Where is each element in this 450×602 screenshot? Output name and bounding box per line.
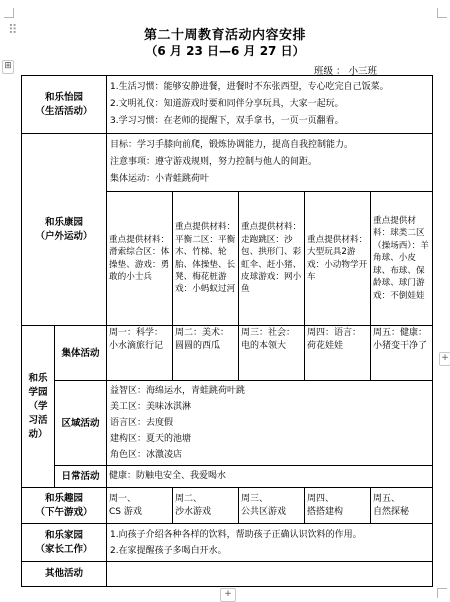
page-corner-mark bbox=[437, 8, 447, 18]
study-area-row bbox=[22, 381, 433, 466]
study-section-header: 和乐学园（学习活动） bbox=[22, 326, 55, 488]
study-area-item: 益智区：海绵运水，青蛙跳荷叶跳 bbox=[110, 386, 246, 396]
outdoor-goal-cell[interactable] bbox=[107, 134, 433, 192]
study-area-item: 角色区：冰激凌店 bbox=[110, 450, 183, 460]
play-text: 公共区游戏 bbox=[241, 506, 287, 517]
study-group-cell[interactable]: 周三：社会：电的本领大 bbox=[239, 326, 305, 381]
other-content[interactable] bbox=[107, 562, 433, 587]
study-daily-label: 日常活动 bbox=[55, 466, 107, 488]
home-section-header bbox=[22, 524, 107, 562]
section-title: 和乐怡园 bbox=[45, 91, 84, 103]
play-day: 周五、 bbox=[373, 493, 401, 504]
study-group-cell[interactable]: 周五：健康：小猪变干净了 bbox=[371, 326, 433, 381]
play-day-cell[interactable] bbox=[305, 488, 371, 524]
outdoor-area-cell[interactable]: 重点提供材料：大型玩具2游戏：小动物学开车 bbox=[305, 192, 371, 326]
add-column-icon[interactable]: + bbox=[439, 352, 450, 366]
study-daily-row bbox=[22, 466, 433, 488]
section-subtitle: （下午游戏） bbox=[35, 506, 93, 518]
section-subtitle: （户外运动） bbox=[35, 230, 93, 242]
section-subtitle: （生活活动） bbox=[35, 105, 93, 117]
life-item: 2.文明礼仪：知道游戏时要和同伴分享玩具，大家一起玩。 bbox=[110, 99, 344, 109]
other-row bbox=[22, 562, 433, 587]
page-subtitle: （6 月 23 日—6 月 27 日） bbox=[145, 44, 305, 58]
life-item: 1.生活习惯：能够安静进餐，进餐时不东张西望，专心吃完自己饭菜。 bbox=[110, 82, 389, 92]
play-day-cell[interactable] bbox=[173, 488, 239, 524]
play-day: 周四、 bbox=[307, 493, 335, 504]
play-day-cell[interactable] bbox=[107, 488, 173, 524]
add-row-bottom-icon[interactable]: + bbox=[220, 588, 236, 602]
section-title: 和乐家园 bbox=[45, 529, 84, 541]
page-title: 第二十周教育活动内容安排 bbox=[143, 28, 306, 43]
life-content[interactable] bbox=[107, 76, 433, 134]
other-section-header: 其他活动 bbox=[22, 562, 107, 587]
play-text: CS 游戏 bbox=[109, 506, 142, 517]
section-subtitle: （家长工作） bbox=[35, 543, 93, 555]
outdoor-area-cell[interactable]: 重点提供材料：球类二区（操场西）：羊角球、小皮球、布球、保龄球、球门游戏：不倒娃娃 bbox=[371, 192, 433, 326]
outdoor-goal: 目标：学习手膝向前爬，锻炼协调能力，提高自我控制能力。 bbox=[110, 140, 354, 150]
study-area-item: 建构区：夏天的池塘 bbox=[110, 434, 192, 444]
home-row bbox=[22, 524, 433, 562]
section-title: 和乐康园 bbox=[45, 216, 84, 228]
play-day: 周三、 bbox=[241, 493, 269, 504]
class-label: 班级 ： 小三班 bbox=[314, 66, 378, 77]
study-group-label: 集体活动 bbox=[55, 326, 107, 381]
study-group-cell[interactable]: 周四：语言：荷花娃娃 bbox=[305, 326, 371, 381]
play-section-header bbox=[22, 488, 107, 524]
study-area-item: 语言区：去度假 bbox=[110, 418, 174, 428]
life-item: 3.学习习惯：在老师的提醒下，双手拿书，一页一页翻看。 bbox=[110, 116, 344, 126]
outdoor-goal-row bbox=[22, 134, 433, 192]
page-corner-mark bbox=[437, 588, 447, 598]
play-text: 沙水游戏 bbox=[175, 506, 212, 517]
study-daily-cell[interactable]: 健康：防触电安全、我爱喝水 bbox=[107, 466, 433, 488]
study-area-cell[interactable] bbox=[107, 381, 433, 466]
outdoor-area-cell[interactable]: 重点提供材料：平衡二区：平衡木、竹梯、轮胎、体操垫、长凳、梅花桩游戏：小蚂蚁过河 bbox=[173, 192, 239, 326]
study-group-row bbox=[22, 326, 433, 381]
life-section-header bbox=[22, 76, 107, 134]
section-title: 和乐趣园 bbox=[45, 492, 84, 504]
study-group-cell[interactable]: 周一：科学：小水滴旅行记 bbox=[107, 326, 173, 381]
study-group-cell[interactable]: 周二：美术：圆圆的西瓜 bbox=[173, 326, 239, 381]
outdoor-group: 集体运动：小青蛙跳荷叶 bbox=[110, 174, 210, 184]
add-row-left-icon[interactable]: ⊞ bbox=[2, 60, 14, 74]
outdoor-area-cell[interactable]: 重点提供材料：走跑跳区：沙包、拱形门、彩虹伞、赶小猪、皮球游戏：网小鱼 bbox=[239, 192, 305, 326]
outdoor-section-header bbox=[22, 134, 107, 326]
study-area-item: 美工区：美味冰淇淋 bbox=[110, 402, 192, 412]
move-handle-icon[interactable]: ⠿ bbox=[8, 23, 18, 38]
life-row bbox=[22, 76, 433, 134]
play-day: 周一、 bbox=[109, 493, 137, 504]
home-content[interactable] bbox=[107, 524, 433, 562]
play-day-cell[interactable] bbox=[371, 488, 433, 524]
outdoor-area-cell[interactable]: 重点提供材料：滑索综合区：体操垫、游戏：勇敢的小士兵 bbox=[107, 192, 173, 326]
play-text: 自然探秘 bbox=[373, 506, 410, 517]
play-day: 周二、 bbox=[175, 493, 203, 504]
play-row bbox=[22, 488, 433, 524]
home-item: 1.向孩子介绍各种各样的饮料，帮助孩子正确认识饮料的作用。 bbox=[110, 529, 362, 540]
study-area-label: 区域活动 bbox=[55, 381, 107, 466]
play-day-cell[interactable] bbox=[239, 488, 305, 524]
outdoor-note: 注意事项：遵守游戏规则，努力控制与他人的间距。 bbox=[110, 157, 318, 167]
page-corner-mark bbox=[4, 8, 14, 18]
play-text: 搭搭建构 bbox=[307, 506, 344, 517]
schedule-table bbox=[21, 75, 433, 587]
home-item: 2.在家提醒孩子多喝白开水。 bbox=[110, 545, 227, 556]
